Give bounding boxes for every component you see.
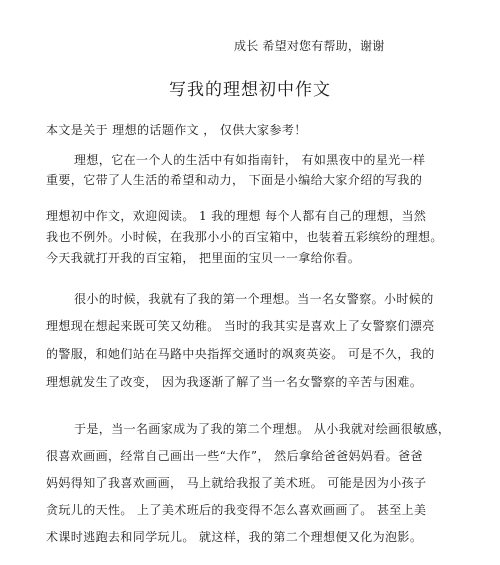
paragraph-2-line-3: 今天我就打开我的百宝箱， 把里面的宝贝一一拿给你看。 <box>46 251 361 265</box>
paragraph-1-line-1: 理想，它在一个人的生活中有如指南针， 有如黑夜中的星光一样 <box>74 153 426 167</box>
intro-line: 本文是关于 理想的话题作文 ， 仅供大家参考！ <box>46 123 307 137</box>
paragraph-3-line-4: 理想就发生了改变， 因为我逐渐了解了当一名女警察的辛苦与困难。 <box>46 375 423 389</box>
paragraph-2-line-2: 我也不例外。小时候，在我那小小的百宝箱中，也装着五彩缤纷的理想。 <box>46 230 443 244</box>
document-title: 写我的理想初中作文 <box>169 80 331 100</box>
paragraph-4-line-1: 于是，当一名画家成为了我的第二个理想。 从小我就对绘画很敏感， <box>74 422 451 436</box>
paragraph-3-line-2: 理想现在想起来既可笑又幼稚。 当时的我其实是喜欢上了女警察们漂亮 <box>46 319 435 333</box>
paragraph-3-line-1: 很小的时候，我就有了我的第一个理想。当一名女警察。小时候的 <box>74 292 434 306</box>
paragraph-4-line-2: 很喜欢画画，经常自己画出一些“大作”， 然后拿给爸爸妈妈看。爸爸 <box>46 449 423 463</box>
paragraph-2-line-1: 理想初中作文，欢迎阅读。 1 我的理想 每个人都有自己的理想，当然 <box>46 209 427 223</box>
paragraph-1-line-2: 重要，它带了人生活的希望和动力， 下面是小编给大家介绍的写我的 <box>46 173 423 187</box>
paragraph-4-line-4: 贪玩儿的天性。 上了美术班后的我变得不怎么喜欢画画了。 甚至上美 <box>46 503 427 517</box>
header-note: 成长 希望对您有帮助，谢谢 <box>234 39 385 53</box>
paragraph-4-line-5: 术课时逃跑去和同学玩儿。 就这样，我的第二个理想便又化为泡影。 <box>46 530 423 544</box>
paragraph-4-line-3: 妈妈得知了我喜欢画画， 马上就给我报了美术班。 可能是因为小孩子 <box>46 476 427 490</box>
paragraph-3-line-3: 的警服，和她们站在马路中央指挥交通时的飒爽英姿。 可是不久，我的 <box>46 347 435 361</box>
